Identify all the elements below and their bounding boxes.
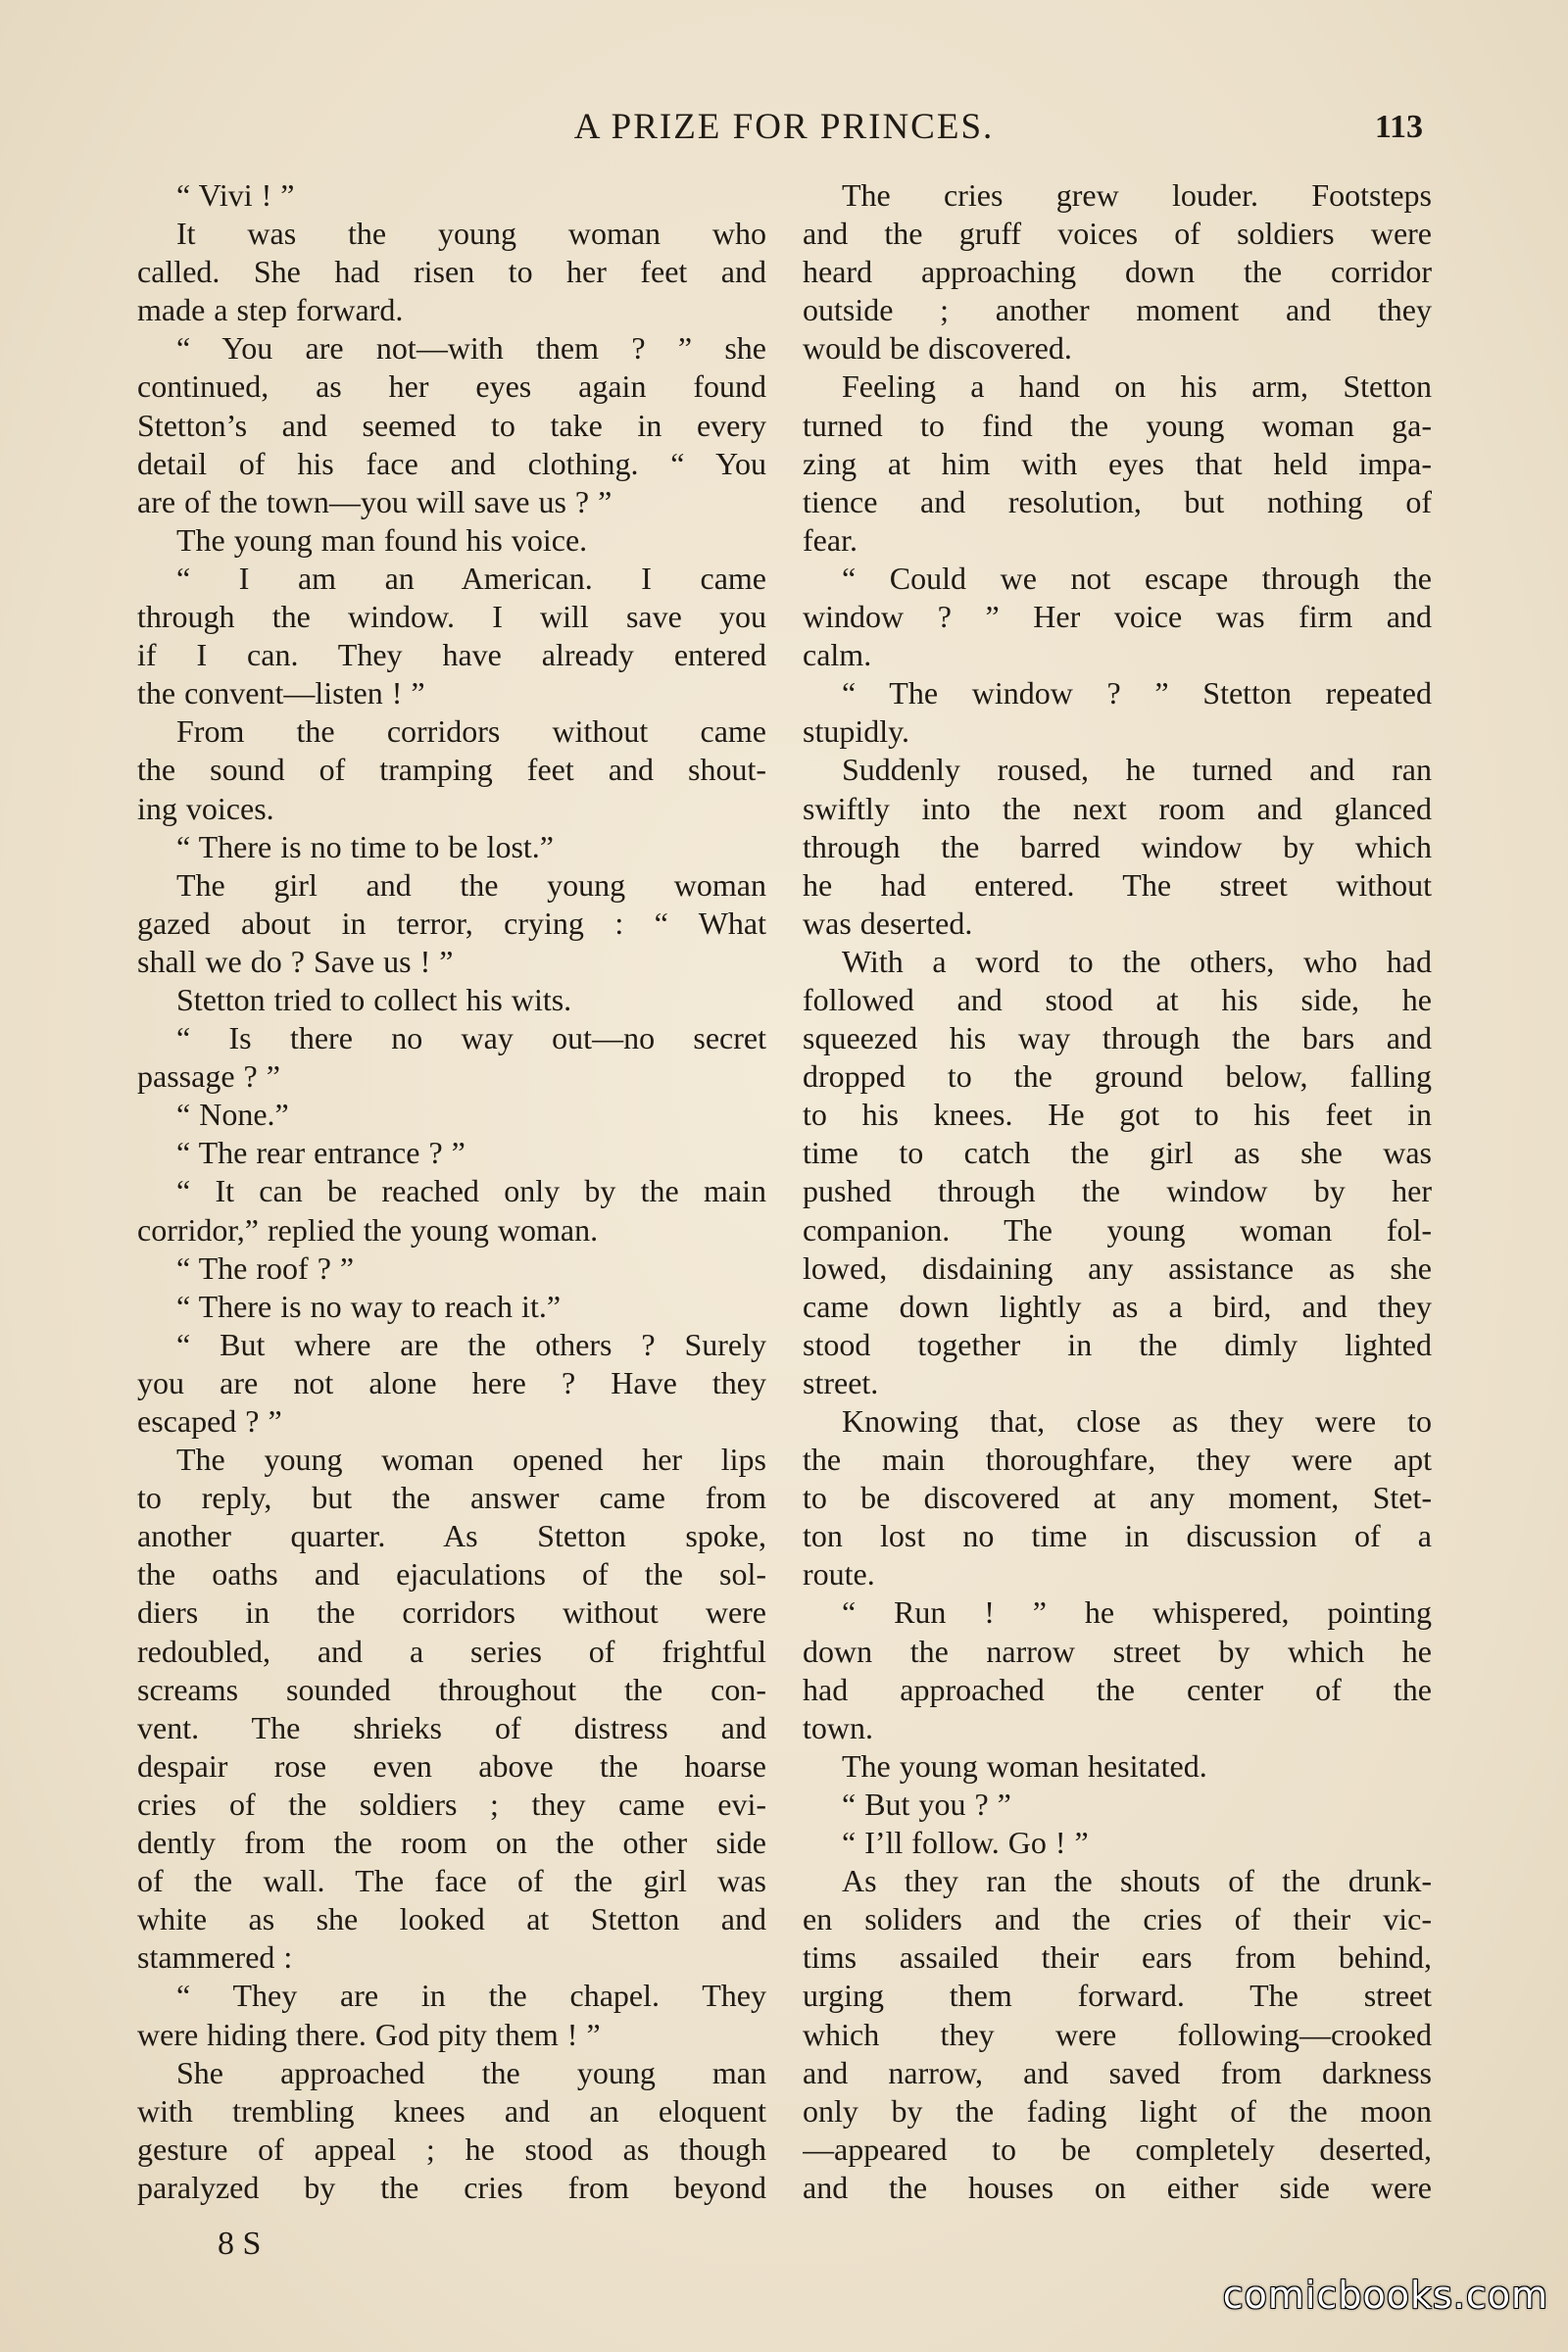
text-line: Stetton’s and seemed to take in every [137,407,766,443]
printer-signature-mark: 8 S [218,2226,262,2262]
text-line: passage ? ” [137,1058,280,1095]
text-line: The young man found his voice. [176,521,588,558]
text-line: paralyzed by the cries from beyond [137,2169,766,2205]
watermark: comicbooks.com [1222,2274,1548,2317]
text-line: “ But where are the others ? Surely [176,1326,766,1362]
text-line: “ Could we not escape through the [842,560,1432,596]
text-line: “ The window ? ” Stetton repeated [842,675,1432,711]
text-line: the main thoroughfare, they were apt [803,1442,1432,1478]
text-line: was deserted. [803,905,973,941]
text-line: Feeling a hand on his arm, Stetton [842,368,1432,405]
text-line: outside ; another moment and they [803,292,1432,328]
text-line: fear. [803,521,858,558]
text-line: would be discovered. [803,330,1072,367]
text-line: to be discovered at any moment, Stet- [803,1480,1432,1516]
text-line: urging them forward. The street [803,1978,1432,2014]
text-line: you are not alone here ? Have they [137,1364,766,1400]
text-line: The young woman hesitated. [842,1747,1207,1784]
text-line: She approached the young man [176,2054,766,2090]
text-line: if I can. They have already entered [137,637,766,673]
text-line: which they were following—crooked [803,2016,1432,2052]
text-line: It was the young woman who [176,216,766,252]
text-line: the oaths and ejaculations of the sol- [137,1556,766,1592]
text-line: “ The roof ? ” [176,1250,355,1286]
text-line: and the houses on either side were [803,2169,1432,2205]
text-line: street. [803,1364,879,1400]
running-head [0,98,1568,157]
text-line: The girl and the young woman [176,866,766,903]
text-line: tims assailed their ears from behind, [803,1939,1432,1976]
text-line: pushed through the window by her [803,1173,1432,1209]
text-line: he had entered. The street without [803,866,1432,903]
text-line: stammered : [137,1939,293,1976]
text-line: squeezed his way through the bars and [803,1020,1432,1056]
text-line: “ The rear entrance ? ” [176,1135,466,1171]
text-line: “ None.” [176,1097,289,1133]
text-line: stood together in the dimly lighted [803,1326,1432,1362]
text-line: The young woman opened her lips [176,1442,766,1478]
text-line: came down lightly as a bird, and they [803,1288,1432,1324]
text-line: another quarter. As Stetton spoke, [137,1518,766,1554]
text-line: called. She had risen to her feet and [137,254,766,290]
text-line: white as she looked at Stetton and [137,1901,766,1937]
text-line: swiftly into the next room and glanced [803,790,1432,826]
text-line: “ I’ll follow. Go ! ” [842,1825,1089,1861]
text-line: stupidly. [803,713,910,750]
text-line: to his knees. He got to his feet in [803,1097,1432,1133]
text-line: through the barred window by which [803,828,1432,864]
text-line: dropped to the ground below, falling [803,1058,1432,1095]
text-line: turned to find the young woman ga- [803,407,1432,443]
text-line: ing voices. [137,790,274,826]
text-line: “ Run ! ” he whispered, pointing [842,1594,1432,1631]
text-line: through the window. I will save you [137,599,766,635]
text-line: Stetton tried to collect his wits. [176,981,572,1017]
text-line: of the wall. The face of the girl was [137,1863,766,1899]
text-line: with trembling knees and an eloquent [137,2092,766,2129]
text-line: calm. [803,637,872,673]
text-line: diers in the corridors without were [137,1594,766,1631]
text-line: lowed, disdaining any assistance as she [803,1250,1432,1286]
text-line: vent. The shrieks of distress and [137,1709,766,1745]
text-line: the convent—listen ! ” [137,675,425,711]
text-line: “ There is no time to be lost.” [176,828,554,864]
text-line: “ They are in the chapel. They [176,1978,766,2014]
text-line: tience and resolution, but nothing of [803,483,1432,519]
text-line: time to catch the girl as she was [803,1135,1432,1171]
text-line: “ Is there no way out—no secret [176,1020,766,1056]
text-line: screams sounded throughout the con- [137,1671,766,1707]
text-column-right [803,176,1432,2207]
running-title: A PRIZE FOR PRINCES. [573,107,995,147]
text-line: zing at him with eyes that held impa- [803,445,1432,481]
text-line: and narrow, and saved from darkness [803,2054,1432,2090]
text-line: only by the fading light of the moon [803,2092,1432,2129]
text-line: to reply, but the answer came from [137,1480,766,1516]
text-line: town. [803,1709,873,1745]
text-line: The cries grew louder. Footsteps [842,177,1432,213]
text-line: down the narrow street by which he [803,1633,1432,1669]
text-line: redoubled, and a series of frightful [137,1633,766,1669]
text-column-left [137,176,766,2207]
text-line: dently from the room on the other side [137,1825,766,1861]
text-line: “ Vivi ! ” [176,177,295,213]
text-line: followed and stood at his side, he [803,981,1432,1017]
text-line: gazed about in terror, crying : “ What [137,905,766,941]
text-line: despair rose even above the hoarse [137,1747,766,1784]
text-line: detail of his face and clothing. “ You [137,445,766,481]
text-line: and the gruff voices of soldiers were [803,216,1432,252]
text-line: —appeared to be completely deserted, [803,2131,1432,2167]
text-line: “ You are not—with them ? ” she [176,330,766,367]
text-line: “ But you ? ” [842,1786,1011,1822]
text-line: corridor,” replied the young woman. [137,1211,599,1248]
page-number: 113 [1374,109,1423,145]
text-line: shall we do ? Save us ! ” [137,943,454,979]
text-line: had approached the center of the [803,1671,1432,1707]
text-line: cries of the soldiers ; they came evi- [137,1786,766,1822]
text-line: heard approaching down the corridor [803,254,1432,290]
text-line: “ I am an American. I came [176,560,766,596]
text-line: ton lost no time in discussion of a [803,1518,1432,1554]
text-line: As they ran the shouts of the drunk- [842,1863,1432,1899]
text-line: continued, as her eyes again found [137,368,766,405]
text-line: made a step forward. [137,292,404,328]
text-line: companion. The young woman fol- [803,1211,1432,1248]
text-line: the sound of tramping feet and shout- [137,752,766,788]
text-line: window ? ” Her voice was firm and [803,599,1432,635]
text-line: “ It can be reached only by the main [176,1173,766,1209]
text-line: With a word to the others, who had [842,943,1432,979]
text-line: route. [803,1556,875,1592]
text-line: are of the town—you will save us ? ” [137,483,612,519]
text-line: “ There is no way to reach it.” [176,1288,562,1324]
text-line: Knowing that, close as they were to [842,1403,1432,1439]
text-line: Suddenly roused, he turned and ran [842,752,1432,788]
text-line: en soliders and the cries of their vic- [803,1901,1432,1937]
text-line: From the corridors without came [176,713,766,750]
text-line: gesture of appeal ; he stood as though [137,2131,766,2167]
text-line: were hiding there. God pity them ! ” [137,2016,601,2052]
text-line: escaped ? ” [137,1403,282,1439]
